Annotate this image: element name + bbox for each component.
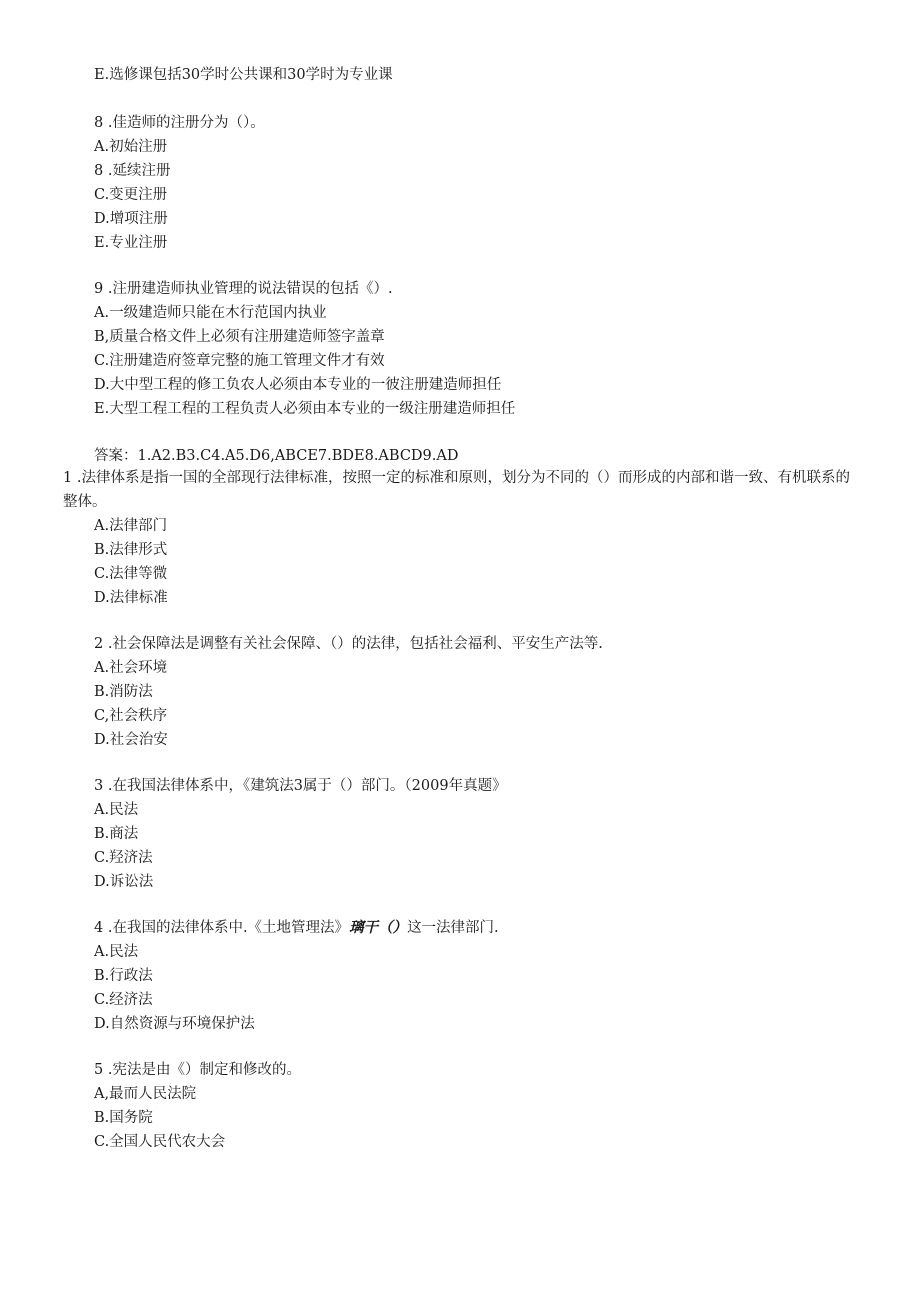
question-8-option: E.专业注册 (94, 235, 168, 251)
s2-question-4-stem (94, 918, 499, 938)
s2-question-3-option: B.商法 (94, 826, 139, 842)
s2-question-5-option: C.全国人民代农大会 (94, 1134, 226, 1150)
s2-question-3-option: A.民法 (94, 802, 139, 818)
s2-question-1-option: C.法律等微 (94, 566, 168, 582)
s2-question-2-stem: 2 .社会保障法是调整有关社会保障、（）的法律，包括社会福利、平安生产法等. (94, 636, 603, 652)
s2-question-4-option: D.自然资源与环境保护法 (94, 1016, 255, 1032)
s2-question-1-option: D.法律标准 (94, 590, 168, 606)
s2-question-5-stem: 5 .宪法是由《）制定和修改的。 (94, 1062, 301, 1078)
question-9-option: C.注册建造府签章完整的施工管理文件才有效 (94, 353, 385, 369)
s2-question-4-option: B.行政法 (94, 968, 153, 984)
s2-question-3-option: C.羟济法 (94, 850, 153, 866)
s2-question-3-stem: 3 .在我国法律体系中，《建筑法3属于（）部门。（2009年真题》 (94, 778, 507, 794)
s2-question-2-option: C,社会秩序 (94, 708, 168, 724)
s2-question-1-stem: 1 .法律体系是指一国的全部现行法律标准，按照一定的标准和原则，划分为不同的（）而形成的内部和谐一致、有机联系的整体。 (63, 470, 850, 510)
question-8-stem: 8 .佳造师的注册分为（）。 (94, 115, 265, 131)
s2-question-4-stem-part3: 这一法律部门. (407, 920, 499, 936)
s2-question-4-option: A.民法 (94, 944, 139, 960)
question-8-option: A.初始注册 (94, 139, 168, 155)
question-8-option: C.变更注册 (94, 187, 168, 203)
s2-question-4-stem-part2: 璃干（） (349, 919, 408, 936)
option-e-electives: E.选修课包括30学时公共课和30学时为专业课 (94, 67, 393, 83)
question-9-option: B,质量合格文件上必须有注册建造师签字盖章 (94, 329, 385, 345)
answer-key: 答案：1.A2.B3.C4.A5.D6,ABCE7.BDE8.ABCD9.AD (94, 448, 459, 464)
s2-question-4-stem-part1: 4 .在我国的法律体系中.《土地管理法》 (94, 920, 350, 936)
question-9-option: A.一级建造师只能在木行范国内执业 (94, 305, 327, 321)
question-8-option: D.增项注册 (94, 211, 168, 227)
s2-question-1-option: B.法律形式 (94, 542, 168, 558)
question-8-option: 8 .延续注册 (94, 163, 171, 179)
question-9-stem: 9 .注册建造师执业管理的说法错误的包括《）. (94, 281, 393, 297)
s2-question-5-option: B.国务院 (94, 1110, 153, 1126)
s2-question-4-option: C.经济法 (94, 992, 153, 1008)
s2-question-3-option: D.诉讼法 (94, 874, 154, 890)
s2-question-2-option: A.社会环境 (94, 660, 168, 676)
s2-question-5-option: A,最而人民法院 (94, 1086, 197, 1102)
s2-question-1-option: A.法律部门 (94, 518, 168, 534)
s2-question-2-option: B.消防法 (94, 684, 153, 700)
question-9-option: E.大型工程工程的工程负责人必须由本专业的一级注册建造师担任 (94, 401, 516, 417)
question-9-option: D.大中型工程的修工负农人必须由本专业的一彼注册建造师担任 (94, 377, 502, 393)
s2-question-2-option: D.社会治安 (94, 732, 168, 748)
